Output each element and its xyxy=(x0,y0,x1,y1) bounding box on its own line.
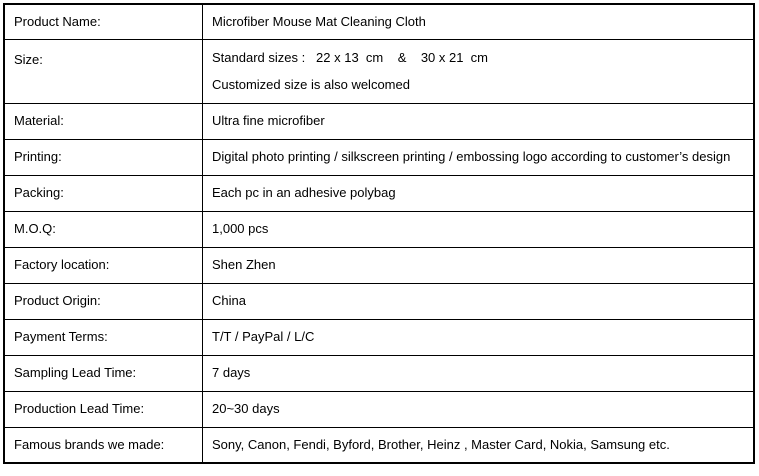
row-moq xyxy=(4,211,754,247)
product-origin-value: China xyxy=(203,283,755,319)
product-spec-table xyxy=(3,3,755,464)
moq-label: M.O.Q: xyxy=(4,211,203,247)
row-packing xyxy=(4,175,754,211)
row-sampling-lead-time xyxy=(4,355,754,391)
packing-value: Each pc in an adhesive polybag xyxy=(203,175,755,211)
material-value: Ultra fine microfiber xyxy=(203,103,755,139)
product-name-label: Product Name: xyxy=(4,4,203,39)
row-printing xyxy=(4,139,754,175)
row-production-lead-time xyxy=(4,391,754,427)
row-material xyxy=(4,103,754,139)
production-lead-time-label: Production Lead Time: xyxy=(4,391,203,427)
standard-sizes-text: Standard sizes : 22 x 13 cm & 30 x 21 cm xyxy=(212,49,489,65)
row-payment-terms xyxy=(4,319,754,355)
payment-terms-value: T/T / PayPal / L/C xyxy=(203,319,755,355)
size-value xyxy=(203,39,755,103)
printing-label: Printing: xyxy=(4,139,203,175)
factory-location-value: Shen Zhen xyxy=(203,247,755,283)
printing-value: Digital photo printing / silkscreen printing / embossing logo according to customer’s design xyxy=(203,139,755,175)
row-size xyxy=(4,39,754,103)
sampling-lead-time-value: 7 days xyxy=(203,355,755,391)
product-name-value: Microfiber Mouse Mat Cleaning Cloth xyxy=(203,4,755,39)
row-product-name xyxy=(4,4,754,39)
product-origin-label: Product Origin: xyxy=(4,283,203,319)
sampling-lead-time-label: Sampling Lead Time: xyxy=(4,355,203,391)
factory-location-label: Factory location: xyxy=(4,247,203,283)
famous-brands-value: Sony, Canon, Fendi, Byford, Brother, Heinz , Master Card, Nokia, Samsung etc. xyxy=(203,427,755,463)
production-lead-time-value: 20~30 days xyxy=(203,391,755,427)
customized-size-text: Customized size is also welcomed xyxy=(212,76,410,92)
packing-label: Packing: xyxy=(4,175,203,211)
size-label: Size: xyxy=(4,39,203,103)
row-product-origin xyxy=(4,283,754,319)
row-famous-brands xyxy=(4,427,754,463)
material-label: Material: xyxy=(4,103,203,139)
moq-value: 1,000 pcs xyxy=(203,211,755,247)
payment-terms-label: Payment Terms: xyxy=(4,319,203,355)
row-factory-location xyxy=(4,247,754,283)
famous-brands-label: Famous brands we made: xyxy=(4,427,203,463)
